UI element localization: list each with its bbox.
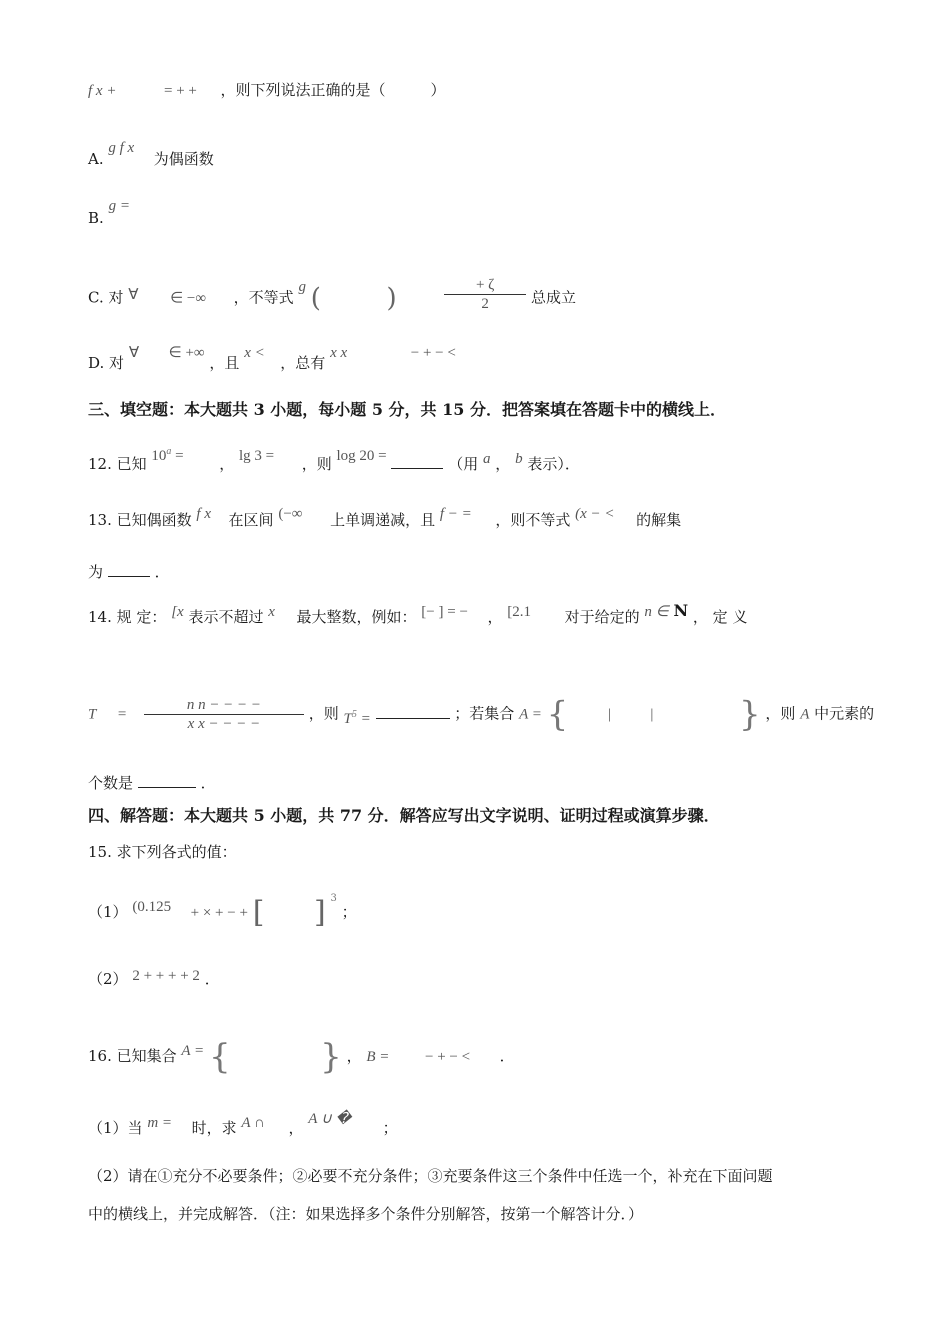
q12-t3: 表示）． — [527, 455, 580, 473]
q14-brace-open: { — [546, 694, 569, 735]
q16-p1-m3: A ∪ � — [308, 1111, 352, 1127]
q15-part1 — [88, 893, 357, 930]
q11-d-math1: ∀ — [128, 345, 140, 361]
q12-t2: （用 — [448, 455, 479, 473]
q16-m-B-rest: − + − < — [424, 1049, 471, 1065]
q14-m-A: A = — [519, 706, 542, 723]
q16-p1-t1: 时，求 — [191, 1119, 237, 1137]
q11-option-b — [88, 198, 130, 230]
q16-label: 16. 已知集合 — [88, 1047, 177, 1065]
q11-c-math2: ∈ −∞ — [170, 290, 207, 307]
q13-line2-text: 为 — [88, 563, 104, 581]
q13-m-f: f − = — [439, 506, 472, 522]
q14-t3: 对于给定的 — [564, 608, 640, 626]
q11-stem — [88, 79, 445, 102]
q14-m-n: n ∈ — [644, 604, 669, 620]
q14-brace-close: } — [739, 694, 761, 735]
q12-label: 12. 已知 — [88, 455, 147, 473]
q14-set-sep-2: | — [650, 706, 654, 723]
q15-p1-end: ； — [341, 903, 357, 921]
q11-d-math4: x x — [330, 345, 348, 361]
q12-answer-blank[interactable] — [391, 454, 443, 469]
q12-t1: ，则 — [301, 455, 332, 473]
q16-p1-m: m = — [147, 1115, 173, 1131]
q14-frac-num: n n − − − − — [186, 697, 262, 713]
q11-c-math3: g — [298, 278, 306, 295]
q11-option-c — [88, 277, 576, 317]
q14-m-N: N — [673, 601, 689, 620]
q11-stem-math-eq: = + + — [164, 83, 197, 99]
q14-m-ex2: [2.1 — [507, 604, 532, 620]
q14-m-ex1: [− ] = − — [421, 604, 468, 620]
q14-t4: ， 定 义 — [692, 608, 748, 626]
q11-c-paren-close: ) — [386, 283, 397, 314]
q15-p1-label: （1） — [88, 903, 128, 921]
q11-c-math1: ∀ — [128, 286, 139, 303]
q14-m-T5: $T^5$ = — [343, 708, 371, 727]
q11-d-text1: ，且 — [209, 354, 240, 372]
q11-c-label: C. 对 — [88, 288, 124, 307]
section3-heading: 三、填空题：本大题共 3 小题，每小题 5 分，共 15 分．把答案填在答题卡中的横线上． — [88, 400, 726, 419]
q16-line1 — [88, 1037, 515, 1077]
q15-p2-label: （2） — [88, 970, 128, 988]
q15-p1-bracket-close: ] — [314, 895, 326, 930]
q11-option-d — [88, 345, 456, 375]
q14-t1: 表示不超过 — [188, 608, 264, 626]
q13-answer-blank[interactable] — [108, 562, 150, 577]
q16-brace-open: { — [208, 1037, 231, 1077]
q15-p1-sup: 3 — [330, 893, 337, 904]
q14-m-eq: = — [117, 706, 127, 723]
q14-t6: ；若集合 — [454, 704, 515, 723]
q11-a-label: A. — [88, 150, 104, 168]
q15-label: 15. 求下列各式的值： — [88, 843, 237, 861]
q11-d-label: D. 对 — [88, 354, 125, 372]
q14-t8: 中元素的 — [814, 704, 875, 723]
q14-line2 — [88, 696, 874, 733]
q14-fraction — [144, 696, 304, 733]
q16-p1-end: ； — [382, 1119, 398, 1137]
q16-part1: （1）当 m = 时，求 A ∩ ， A ∪ � ； — [88, 1111, 398, 1137]
q11-a-math: g f x — [108, 140, 135, 156]
q11-c-frac-num: + ζ — [475, 277, 495, 293]
q14-m-T: T — [88, 706, 97, 723]
section4-heading: 四、解答题：本大题共 5 小题，共 77 分．解答应写出文字说明、证明过程或演算步骤． — [88, 806, 720, 825]
q15-p2-math: 2 + + + + 2 — [132, 968, 200, 984]
q11-c-text1: ，不等式 — [233, 288, 294, 307]
q14-t5: ，则 — [308, 704, 339, 723]
q13-t1: 在区间 — [228, 511, 274, 529]
q11-b-math: g = — [108, 198, 130, 214]
q16-p1-label: （1）当 — [88, 1119, 143, 1137]
q14-answer-blank-1[interactable] — [376, 704, 450, 719]
q11-d-math3: x < — [244, 345, 265, 361]
q12-m2: lg 3 = — [238, 448, 275, 464]
q12-var-b: b — [515, 451, 523, 467]
q11-option-a — [88, 140, 214, 171]
q14-m-floor: [x — [171, 604, 184, 620]
q16-brace-close: } — [320, 1037, 342, 1077]
q11-d-math2: ∈ +∞ — [168, 345, 205, 361]
q14-end: ． — [200, 774, 216, 792]
q14-line1: 14. 规 定： [x 表示不超过 x 最大整数，例如： [− ] = − ， [2.1 对于给定的 n ∈ N ， 定 义 — [88, 601, 748, 626]
q16-t1: ， — [346, 1047, 362, 1065]
q16-end: ． — [499, 1047, 515, 1065]
q13-line2 — [88, 561, 170, 583]
q14-line3 — [88, 772, 216, 794]
q11-c-frac-den: 2 — [481, 296, 489, 312]
q14-m-A2: A — [800, 706, 810, 723]
q13-m-fx: f x — [196, 506, 211, 522]
q14-line3-text: 个数是 — [88, 774, 134, 792]
q14-m-x: x — [268, 604, 275, 620]
q11-stem-text: ，则下列说法正确的是（ ） — [220, 81, 446, 99]
q13-t4: 的解集 — [636, 511, 682, 529]
q13-line1 — [88, 506, 682, 532]
q14-set-sep-1: | — [607, 706, 611, 723]
q15-p1-math: (0.125 — [132, 899, 172, 915]
q13-m-ineq: (x − < — [575, 506, 615, 522]
q12: 12. 已知 10$^a$ = ， lg 3 = ，则 log 20 = （用 a ， b 表示）． — [88, 446, 580, 473]
q14-t7: ，则 — [765, 704, 796, 723]
q16-part2-line1: （2）请在①充分不必要条件；②必要不充分条件；③充要条件这三个条件中任选一个，补充在下面问题 — [88, 1167, 773, 1185]
q13-m-int: (−∞ — [278, 506, 303, 522]
q11-b-label: B. — [88, 209, 104, 227]
q12-m3: log 20 = — [336, 448, 387, 464]
q13-t2: 上单调递减，且 — [330, 511, 436, 529]
q11-d-text2: ，总有 — [280, 354, 326, 372]
q16-p1-m2: A ∩ — [241, 1115, 265, 1131]
q15-p2-end: ． — [204, 970, 220, 988]
q12-var-a: a — [482, 451, 491, 467]
q14-answer-blank-2[interactable] — [138, 773, 196, 788]
q13-end: ． — [154, 563, 170, 581]
q11-a-text: 为偶函数 — [153, 150, 214, 168]
q12-m1: 10$^a$ = — [151, 446, 184, 464]
q16-m-A: A = — [181, 1043, 205, 1059]
q11-stem-math-fx: f x + — [88, 83, 117, 99]
q15-p1-rest: + × + − + — [190, 905, 248, 921]
q11-d-math5: − + − < — [410, 345, 456, 361]
q13-t3: ，则不等式 — [495, 511, 571, 529]
q11-c-fraction — [444, 276, 526, 313]
q13-label: 13. 已知偶函数 — [88, 511, 192, 529]
q14-t2: 最大整数，例如： — [296, 608, 417, 626]
q16-part2-line2: 中的横线上，并完成解答．（注：如果选择多个条件分别解答，按第一个解答计分．） — [88, 1205, 644, 1223]
q11-c-paren-open: ( — [310, 283, 321, 314]
q14-label: 14. 规 定： — [88, 608, 167, 626]
q15-part2 — [88, 968, 220, 991]
q14-frac-den: x x − − − − — [187, 716, 261, 732]
q15-p1-bracket-open: [ — [252, 895, 265, 930]
q16-m-B: B = — [366, 1049, 390, 1065]
q11-c-text2: 总成立 — [530, 288, 576, 307]
